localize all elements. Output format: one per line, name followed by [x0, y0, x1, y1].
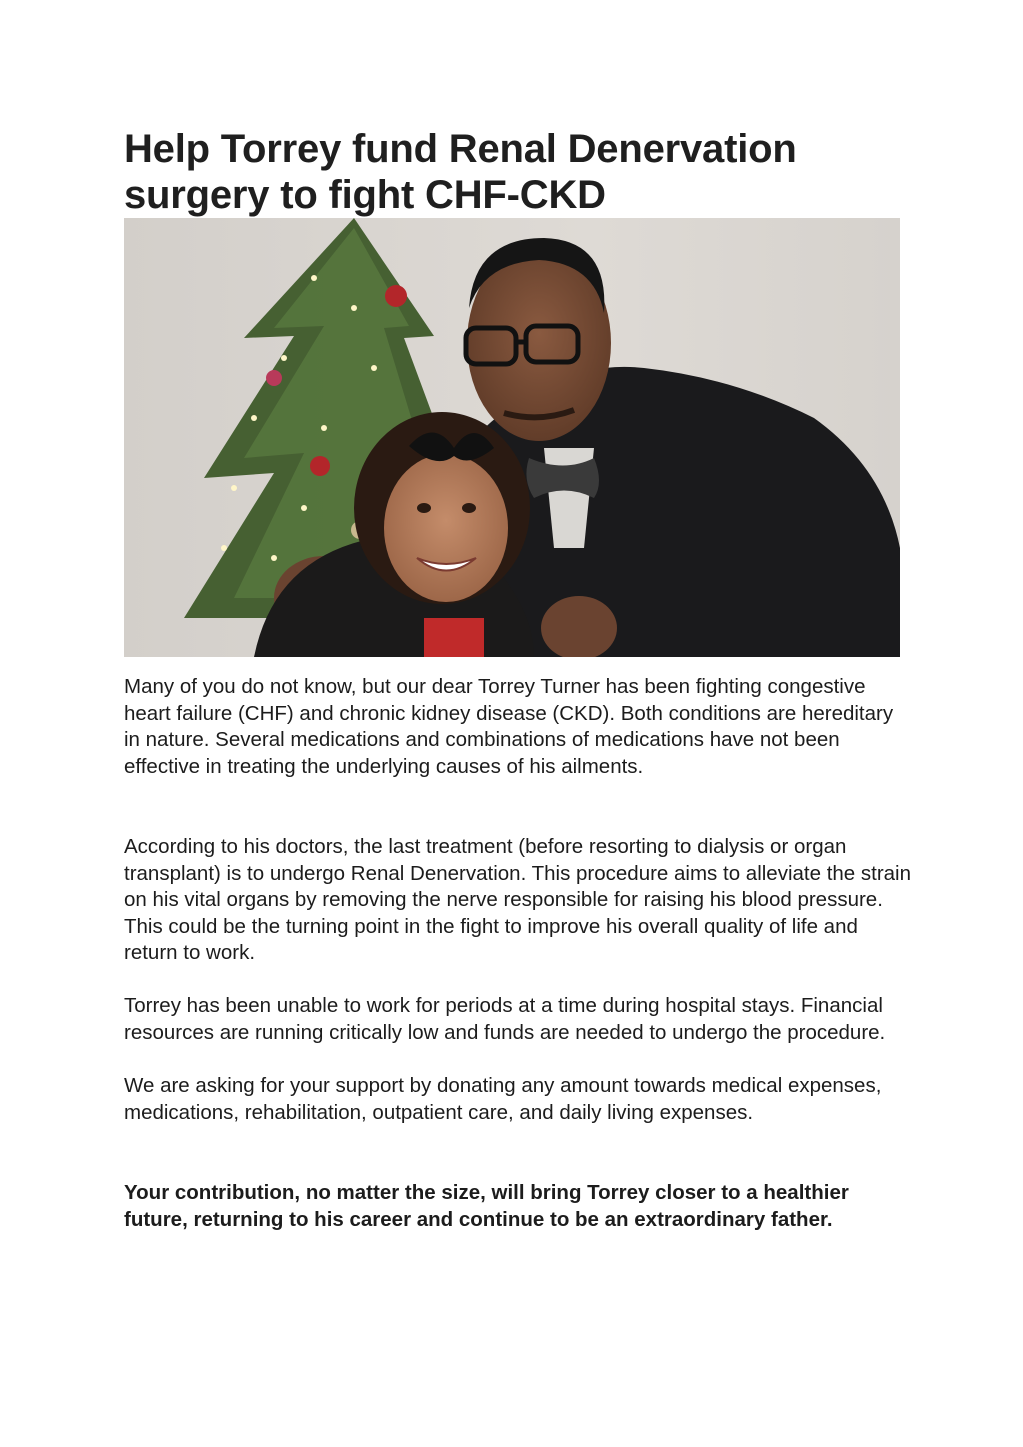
page-title: Help Torrey fund Renal Denervation surgery to fight CHF-CKD [124, 127, 797, 217]
paragraph-closing: Your contribution, no matter the size, will bring Torrey closer to a healthier future, returning to his career and continue to be an extraordinary father. [124, 1181, 849, 1231]
paragraph-finances: Torrey has been unable to work for periods at a time during hospital stays. Financial resources are running critically low and funds are needed to undergo the procedure. [124, 994, 886, 1044]
paragraph-request: We are asking for your support by donating any amount towards medical expenses, medications, rehabilitation, outpatient care, and daily living expenses. [124, 1074, 882, 1124]
paragraph-treatment: According to his doctors, the last treatment (before resorting to dialysis or organ transplant) is to undergo Renal Denervation. This procedure aims to alleviate the strain on his vital organs by removing the nerve responsible for raising his blood pressure. This could be the turning point in the fight to improve his overall quality of life and return to work. [124, 835, 912, 964]
paragraph-intro: Many of you do not know, but our dear Torrey Turner has been fighting congestive heart failure (CHF) and chronic kidney disease (CKD). Both conditions are hereditary in nature. Several medications and combinations of medications have not been effective in treating the underlying causes of his ailments. [124, 675, 894, 778]
campaign-photo [124, 218, 900, 657]
